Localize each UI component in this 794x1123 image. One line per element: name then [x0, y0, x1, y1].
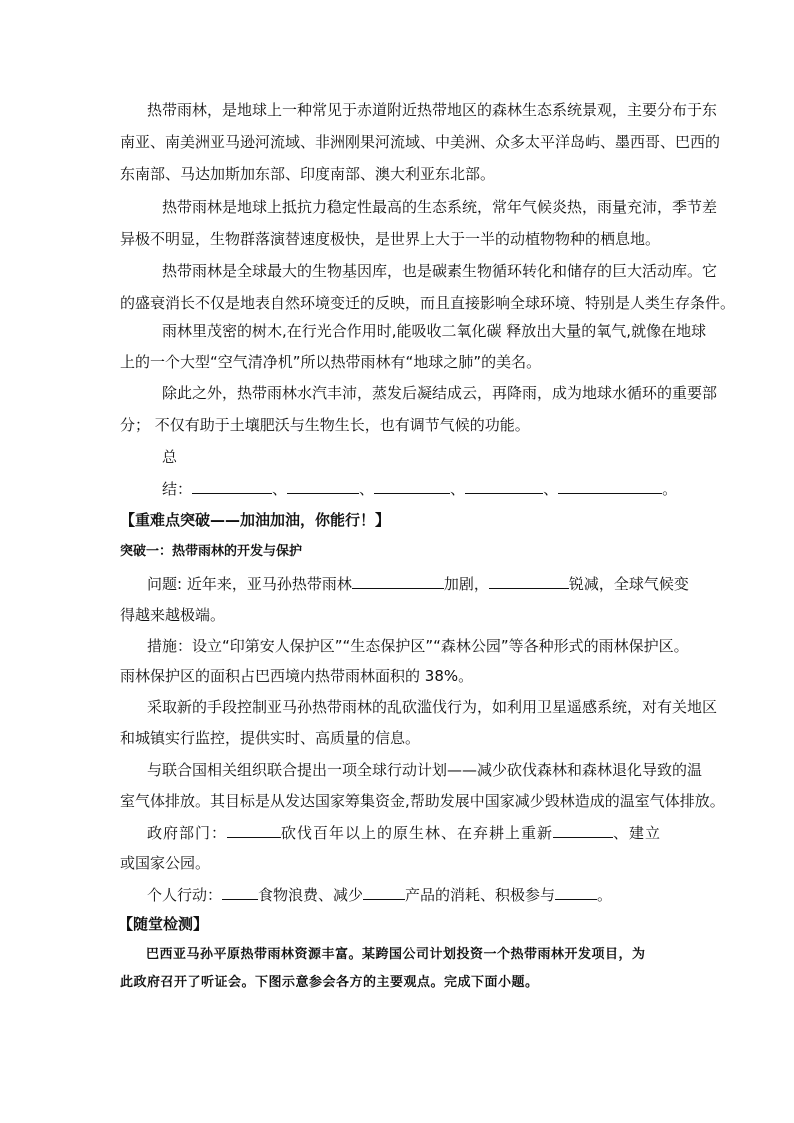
- problem-line2: 得越来越极端。: [120, 606, 226, 624]
- problem-line1: [147, 574, 689, 594]
- para3-line2: 的盛衰消长不仅是地表自然环境变迁的反映，而且直接影响全球环境、特别是人类生存条件。: [120, 294, 736, 312]
- para7-line1: 与联合国相关组织联合提出一项全球行动计划——减少砍伐森林和森林退化导致的温: [147, 761, 703, 779]
- personal-blank-1[interactable]: [222, 885, 258, 900]
- summary-sep: 、: [450, 480, 466, 498]
- breakthrough-title: 突破一：热带雨林的开发与保护: [120, 544, 303, 559]
- gov-line1: [147, 823, 661, 843]
- gov-blank-1[interactable]: [227, 823, 281, 838]
- problem-text-a: 问题: 近年来，亚马孙热带雨林: [147, 575, 352, 593]
- quiz-line1: 巴西亚马孙平原热带雨林资源丰富。某跨国公司计划投资一个热带雨林开发项目，为: [146, 947, 646, 962]
- summary-blank-1[interactable]: [192, 479, 272, 494]
- summary-zong: 总: [162, 448, 178, 466]
- summary-blank-4[interactable]: [465, 479, 543, 494]
- para1-line3: 东南部、马达加斯加东部、印度南部、澳大利亚东北部。: [120, 165, 496, 183]
- para1-line2: 南亚、南美洲亚马逊河流域、非洲刚果河流域、中美洲、众多太平洋岛屿、墨西哥、巴西的: [120, 133, 721, 151]
- summary-end: 。: [662, 480, 678, 498]
- summary-line: [162, 479, 677, 499]
- personal-text-c: 产品的消耗、积极参与: [405, 886, 556, 904]
- gov-text-b: 砍伐百年以上的原生林、在弃耕上重新: [281, 824, 554, 842]
- problem-blank-2[interactable]: [489, 574, 569, 589]
- measures-line1: 措施：设立“印第安人保护区”“生态保护区”“森林公园”等各种形式的雨林保护区。: [147, 637, 689, 655]
- para6-line1: 采取新的手段控制亚马孙热带雨林的乱砍滥伐行为，如利用卫星遥感系统，对有关地区: [147, 698, 718, 716]
- summary-sep: 、: [543, 480, 559, 498]
- gov-text-a: 政府部门：: [147, 824, 228, 842]
- para2-line1: 热带雨林是地球上抵抗力稳定性最高的生态系统，常年气候炎热，雨量充沛，季节差: [162, 198, 718, 216]
- problem-text-c: 锐减，全球气候变: [568, 575, 689, 593]
- personal-blank-2[interactable]: [363, 885, 405, 900]
- para5-line2: 分； 不仅有助于土壤肥沃与生物生长，也有调节气候的功能。: [120, 416, 530, 434]
- gov-blank-2[interactable]: [553, 823, 613, 838]
- personal-text-a: 个人行动：: [147, 886, 223, 904]
- para7-line2: 室气体排放。其目标是从发达国家筹集资金,帮助发展中国家减少毁林造成的温室气体排放。: [120, 792, 725, 810]
- para5-line1: 除此之外，热带雨林水汽丰沛，蒸发后凝结成云，再降雨，成为地球水循环的重要部: [162, 384, 718, 402]
- section-heading-quiz: 【随堂检测】: [118, 915, 209, 933]
- gov-line2: 或国家公园。: [120, 854, 211, 872]
- gov-text-c: 、建立: [613, 824, 662, 842]
- summary-blank-2[interactable]: [287, 479, 359, 494]
- para6-line2: 和城镇实行监控，提供实时、高质量的信息。: [120, 729, 421, 747]
- summary-label: 结：: [162, 480, 193, 498]
- personal-text-b: 食物浪费、减少: [258, 886, 364, 904]
- para1-line1: 热带雨林，是地球上一种常见于赤道附近热带地区的森林生态系统景观，主要分布于东: [147, 101, 718, 119]
- para4-line2: 上的一个大型“空气清净机”所以热带雨林有“地球之肺”的美名。: [120, 353, 542, 371]
- summary-sep: 、: [272, 480, 288, 498]
- problem-text-b: 加剧，: [443, 575, 489, 593]
- measures-line2: 雨林保护区的面积占巴西境内热带雨林面积的 38%。: [120, 667, 474, 685]
- personal-line: [147, 885, 612, 905]
- para4-line1: 雨林里茂密的树木,在行光合作用时,能吸收二氧化碳 释放出大量的氧气,就像在地球: [162, 322, 707, 340]
- para2-line2: 异极不明显，生物群落演替速度极快，是世界上大于一半的动植物物种的栖息地。: [120, 230, 661, 248]
- personal-text-d: 。: [597, 886, 613, 904]
- problem-blank-1[interactable]: [352, 574, 444, 589]
- summary-blank-3[interactable]: [374, 479, 450, 494]
- para3-line1: 热带雨林是全球最大的生物基因库，也是碳素生物循环转化和储存的巨大活动库。它: [162, 262, 718, 280]
- section-heading-breakthrough: 【重难点突破——加油加油，你能行！】: [120, 511, 391, 529]
- summary-sep: 、: [359, 480, 375, 498]
- summary-blank-5[interactable]: [558, 479, 662, 494]
- personal-blank-3[interactable]: [555, 885, 597, 900]
- quiz-line2: 此政府召开了听证会。下图示意参会各方的主要观点。完成下面小题。: [120, 975, 539, 990]
